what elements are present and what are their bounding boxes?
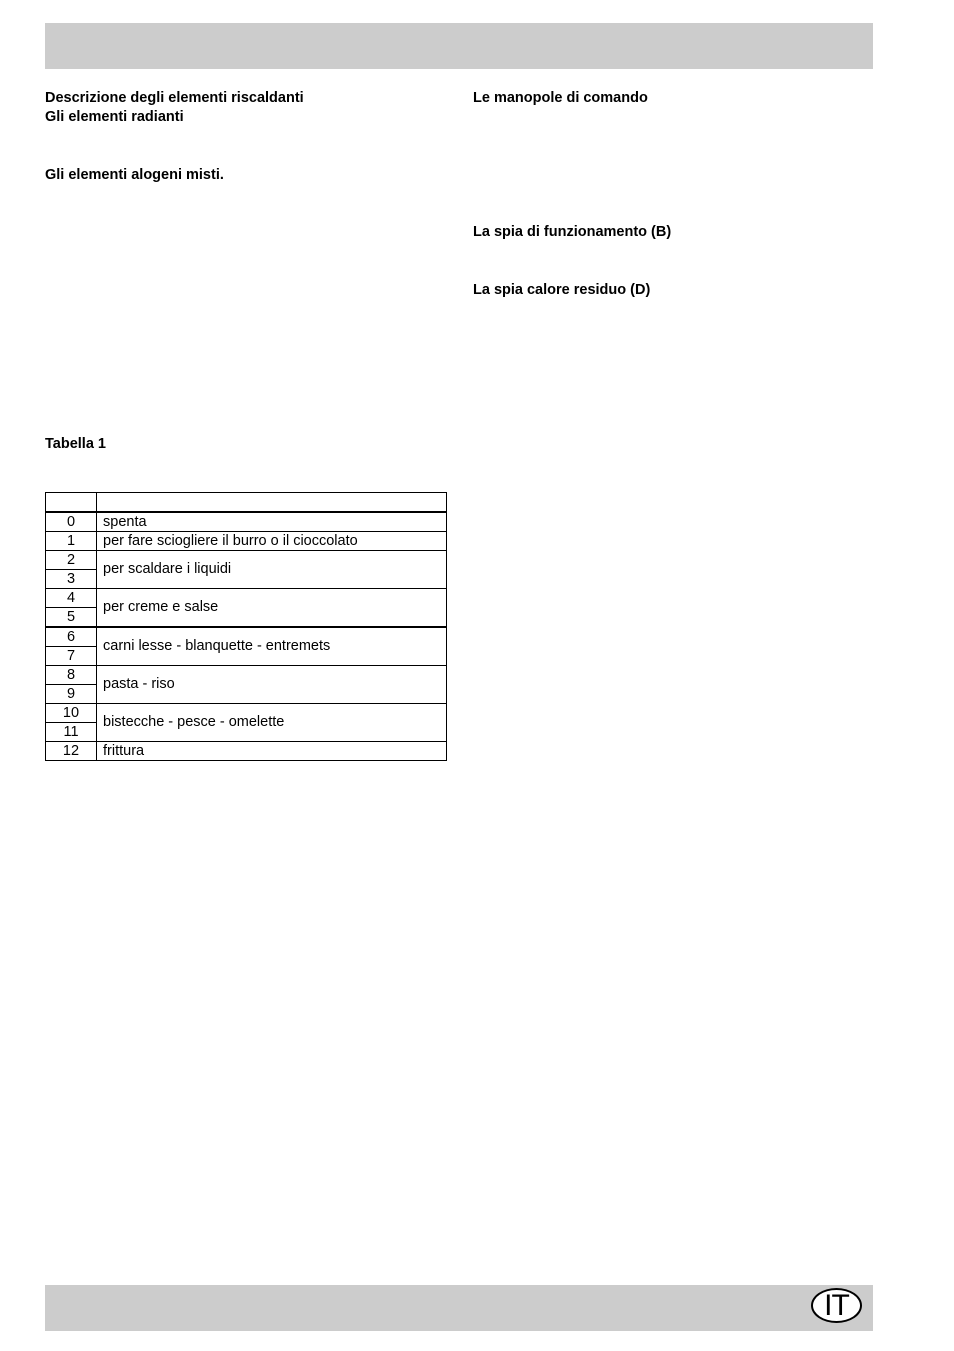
- section-heading-halogen-elements: Gli elementi alogeni misti.: [45, 167, 224, 183]
- level-cell: 10: [46, 704, 97, 723]
- description-cell: frittura: [97, 742, 447, 761]
- table-header-row: [46, 493, 447, 513]
- table-row: [46, 551, 447, 570]
- level-cell: 5: [46, 608, 97, 628]
- header-band: [45, 23, 873, 69]
- description-cell: bistecche - pesce - omelette: [97, 704, 447, 742]
- description-cell: per scaldare i liquidi: [97, 551, 447, 589]
- heading-line-description: Descrizione degli elementi riscaldanti: [45, 90, 304, 106]
- level-cell: 12: [46, 742, 97, 761]
- language-badge: [811, 1288, 862, 1323]
- description-cell: pasta - riso: [97, 666, 447, 704]
- level-cell: 9: [46, 685, 97, 704]
- level-cell: 0: [46, 512, 97, 532]
- section-heading-heating-elements: [45, 89, 304, 127]
- heading-line-radiant-elements: Gli elementi radianti: [45, 109, 184, 125]
- language-badge-label: IT: [824, 1288, 849, 1322]
- level-cell: 1: [46, 532, 97, 551]
- level-cell: 4: [46, 589, 97, 608]
- level-cell: 3: [46, 570, 97, 589]
- level-cell: 8: [46, 666, 97, 685]
- table-row: [46, 512, 447, 532]
- table-row: [46, 589, 447, 608]
- section-heading-operation-light: La spia di funzionamento (B): [473, 224, 672, 240]
- description-cell: per fare sciogliere il burro o il cioccolato: [97, 532, 447, 551]
- table-row: [46, 704, 447, 723]
- description-cell: carni lesse - blanquette - entremets: [97, 627, 447, 666]
- description-cell: per creme e salse: [97, 589, 447, 628]
- level-cell: 6: [46, 627, 97, 647]
- power-level-table: [45, 492, 447, 761]
- table-row: [46, 742, 447, 761]
- level-cell: 11: [46, 723, 97, 742]
- section-heading-residual-heat-light: La spia calore residuo (D): [473, 282, 651, 298]
- table-header-level: [46, 493, 97, 513]
- section-heading-control-knobs: Le manopole di comando: [473, 90, 648, 106]
- level-cell: 2: [46, 551, 97, 570]
- table-row: [46, 666, 447, 685]
- table-title: Tabella 1: [45, 436, 106, 452]
- description-cell: spenta: [97, 512, 447, 532]
- level-cell: 7: [46, 647, 97, 666]
- table-header-description: [97, 493, 447, 513]
- footer-band: [45, 1285, 873, 1331]
- table-row: [46, 532, 447, 551]
- table-row: [46, 627, 447, 647]
